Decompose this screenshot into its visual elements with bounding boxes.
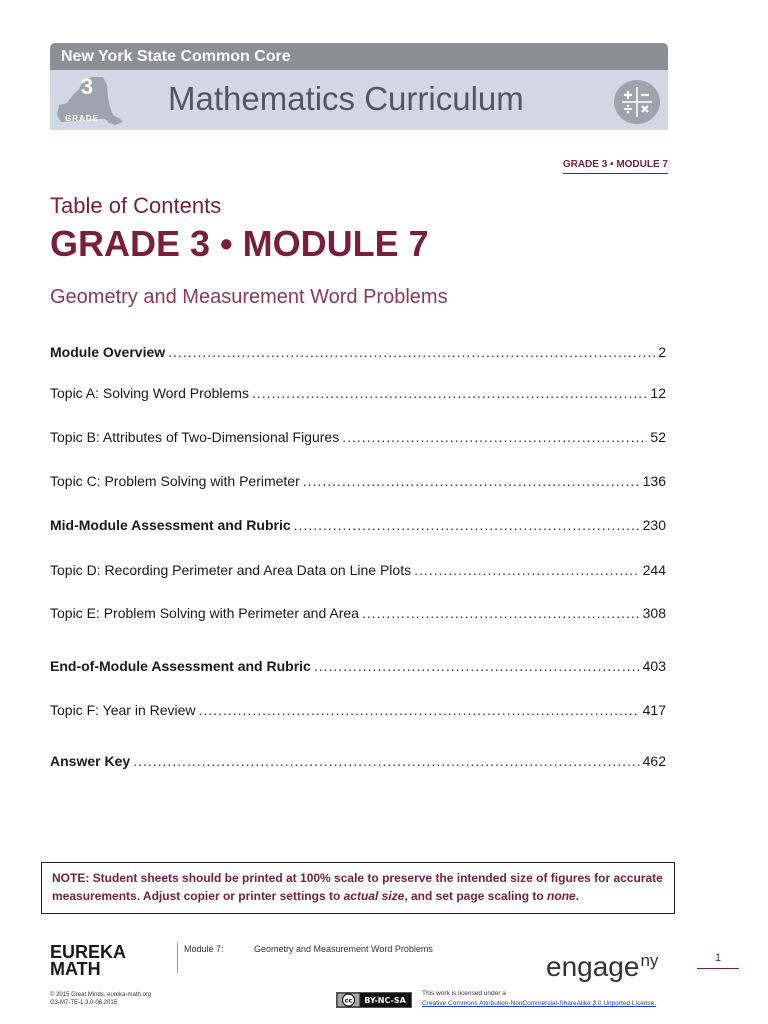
toc-entry-label: Topic F: Year in Review: [50, 702, 196, 718]
toc-entry-page: 403: [642, 658, 666, 674]
toc-entry-end-of-module-assessment[interactable]: [50, 656, 666, 676]
toc-entry-page: 244: [642, 562, 666, 578]
footer-module-label: Module 7:: [184, 944, 224, 954]
creative-commons-badge-icon[interactable]: [336, 992, 412, 1008]
module-title: GRADE 3 • MODULE 7: [50, 223, 429, 264]
toc-entry-topic-c[interactable]: [50, 471, 666, 491]
toc-label: Table of Contents: [50, 193, 222, 218]
module-subtitle: Geometry and Measurement Word Problems: [50, 286, 448, 308]
toc-entry-page: 417: [642, 702, 666, 718]
grade-number: 3: [80, 74, 94, 99]
printing-note: [41, 862, 675, 914]
toc-entry-page: 2: [658, 344, 666, 360]
toc-entry-page: 136: [642, 473, 666, 489]
toc-leader-dots: [294, 515, 640, 535]
toc-entry-answer-key[interactable]: [50, 751, 666, 771]
engage-sup: ny: [640, 951, 659, 970]
toc-entry-page: 12: [650, 385, 666, 401]
toc-entry-label: Mid-Module Assessment and Rubric: [50, 517, 291, 533]
footer-divider: [177, 943, 178, 973]
math-operations-icon: [613, 79, 661, 125]
toc-entry-topic-e[interactable]: [50, 603, 666, 623]
grade-word: GRADE: [65, 114, 99, 123]
toc-entry-topic-d[interactable]: [50, 560, 666, 580]
banner-top-text: New York State Common Core: [61, 48, 291, 65]
svg-text:cc: cc: [344, 996, 353, 1005]
toc-entry-page: 308: [642, 605, 666, 621]
copyright-line: © 2015 Great Minds. eureka-math.org: [50, 992, 152, 998]
toc-leader-dots: [168, 342, 655, 362]
toc-entry-module-overview[interactable]: [50, 342, 666, 362]
note-text: , and set page scaling to: [404, 889, 548, 903]
engageny-logo: [546, 944, 658, 984]
toc-leader-dots: [362, 603, 640, 623]
toc-entry-page: 52: [650, 429, 666, 445]
banner-top: [50, 43, 668, 70]
cc-badge-text: BY-NC-SA: [364, 996, 406, 1005]
toc-leader-dots: [303, 471, 640, 491]
toc-leader-dots: [133, 751, 639, 771]
eureka-logo-line1: EUREKA: [50, 942, 127, 962]
note-text: NOTE: Student sheets should be printed at 100% scale to preserve the intended size of figures for accurate measurements. Adjust copier or printer settings to: [52, 871, 663, 903]
toc-entry-page: 462: [642, 753, 666, 769]
toc-entry-topic-a[interactable]: [50, 383, 666, 403]
document-code: G3-M7-TE-1.3.0-06.2015: [50, 1000, 118, 1006]
footer-module-topic: Geometry and Measurement Word Problems: [254, 944, 433, 954]
banner-main: [50, 70, 668, 130]
engage-text: engage: [546, 951, 640, 982]
note-text: .: [575, 889, 580, 903]
page-number-rule: [697, 968, 739, 969]
toc-entry-label: Topic A: Solving Word Problems: [50, 385, 249, 401]
toc-entry-mid-module-assessment[interactable]: [50, 515, 666, 535]
toc-entry-label: Topic D: Recording Perimeter and Area Data on Line Plots: [50, 562, 412, 578]
eureka-logo-line2: MATH: [50, 959, 101, 979]
toc-entry-label: End-of-Module Assessment and Rubric: [50, 658, 311, 674]
license-link[interactable]: Creative Commons Attribution-NonCommercial-ShareAlike 3.0 Unported License.: [422, 1000, 657, 1007]
toc-leader-dots: [414, 560, 640, 580]
toc-entry-page: 230: [642, 517, 666, 533]
header-tag-rule: [563, 173, 668, 174]
toc-leader-dots: [199, 700, 640, 720]
note-emphasis-none: none: [547, 889, 576, 903]
curriculum-title: Mathematics Curriculum: [168, 80, 524, 117]
footer-copyright: [50, 991, 151, 1007]
toc-leader-dots: [342, 427, 647, 447]
eureka-math-logo: [50, 944, 126, 978]
toc-leader-dots: [314, 656, 640, 676]
toc-entry-topic-f[interactable]: [50, 700, 666, 720]
toc-entry-label: Topic B: Attributes of Two-Dimensional Figures: [50, 429, 340, 445]
note-emphasis-actual-size: actual size: [343, 889, 405, 903]
toc-entry-label: Answer Key: [50, 753, 131, 769]
toc-entry-topic-b[interactable]: [50, 427, 666, 447]
page-number: 1: [714, 952, 722, 964]
toc-leader-dots: [252, 383, 647, 403]
header-tag: GRADE 3 • MODULE 7: [562, 159, 668, 170]
footer-license: [422, 989, 656, 1009]
toc-entry-label: Topic E: Problem Solving with Perimeter and Area: [50, 605, 359, 621]
toc-entry-label: Module Overview: [50, 344, 166, 360]
license-line: This work is licensed under a: [422, 990, 506, 997]
toc-entry-label: Topic C: Problem Solving with Perimeter: [50, 473, 300, 489]
